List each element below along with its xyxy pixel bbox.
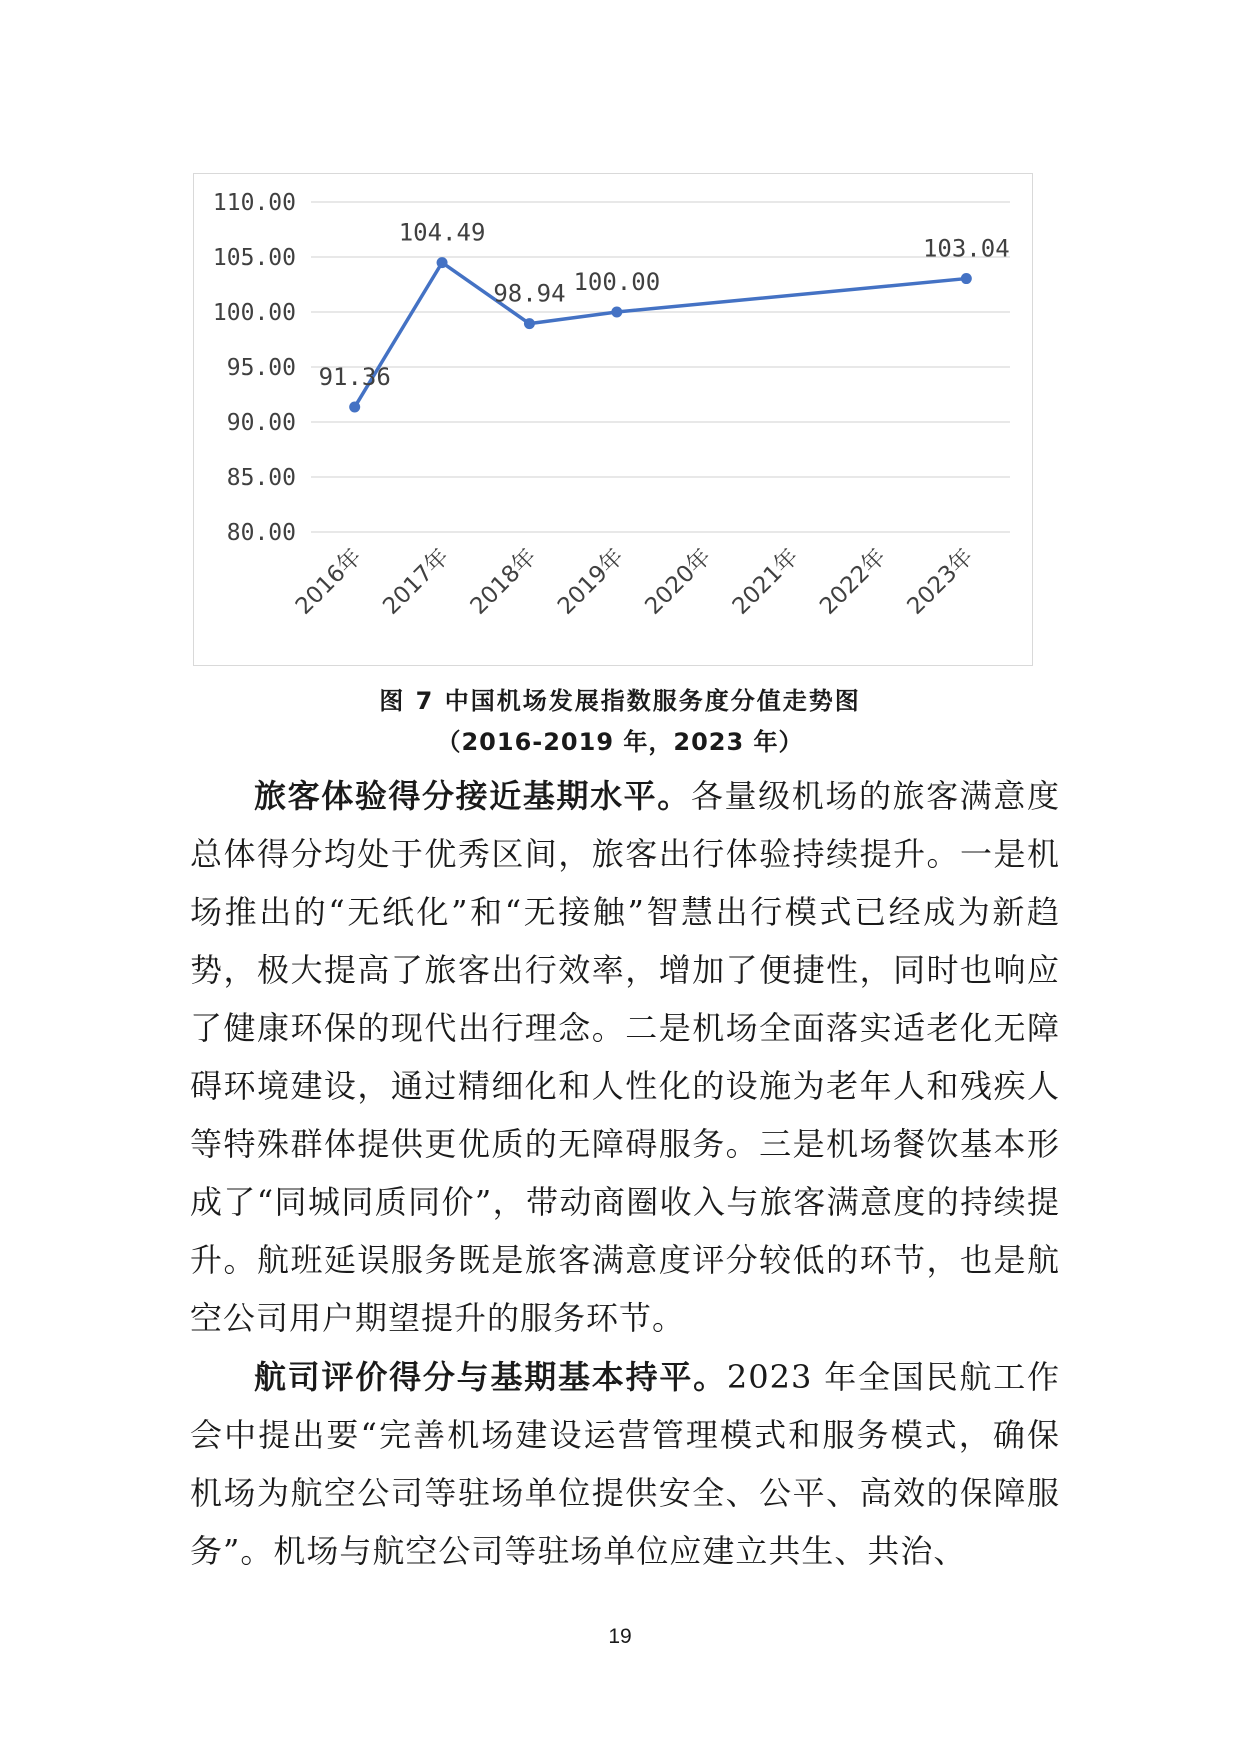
figure-caption-subtitle: （2016-2019 年，2023 年）	[436, 728, 804, 756]
data-point	[349, 402, 360, 413]
y-tick-label: 85.00	[226, 465, 296, 491]
x-tick-label: 2018年	[465, 543, 542, 620]
data-label: 104.49	[398, 218, 486, 247]
y-tick-label: 110.00	[212, 190, 296, 216]
page-number: 19	[608, 1625, 632, 1648]
y-tick-label: 80.00	[226, 520, 296, 546]
x-tick-label: 2022年	[815, 543, 892, 620]
paragraph-passenger-experience	[190, 767, 1060, 1347]
y-tick-label: 95.00	[226, 355, 296, 381]
x-tick-label: 2020年	[640, 543, 717, 620]
data-point	[437, 257, 448, 268]
paragraph-lead: 旅客体验得分接近基期水平。	[254, 777, 691, 815]
figure-caption-title: 图 7 中国机场发展指数服务度分值走势图	[379, 687, 861, 715]
data-point	[611, 307, 622, 318]
data-point	[961, 273, 972, 284]
series-line	[355, 263, 967, 407]
data-label: 103.04	[922, 234, 1010, 263]
x-tick-label: 2016年	[290, 543, 367, 620]
x-tick-label: 2019年	[553, 543, 630, 620]
y-tick-label: 90.00	[226, 410, 296, 436]
x-tick-label: 2017年	[378, 543, 455, 620]
data-label: 98.94	[493, 279, 566, 308]
data-point	[524, 318, 535, 329]
x-tick-label: 2023年	[902, 543, 979, 620]
data-label: 100.00	[573, 268, 661, 296]
x-tick-label: 2021年	[727, 543, 804, 620]
paragraph-lead: 航司评价得分与基期基本持平。	[254, 1358, 727, 1396]
y-tick-label: 100.00	[212, 300, 296, 326]
chart-frame	[193, 173, 1033, 666]
paragraph-body: 2023 年全国民航工作会中提出要“完善机场建设运营管理模式和服务模式，确保机场为航空公司等驻场单位提供安全、公平、高效的保障服务”。机场与航空公司等驻场单位应建立共生、共治、	[190, 1358, 1060, 1570]
y-tick-label: 105.00	[212, 245, 296, 271]
paragraph-airline-evaluation	[190, 1348, 1060, 1580]
line-chart	[194, 174, 1032, 665]
data-label: 91.36	[318, 363, 391, 392]
paragraph-body: 各量级机场的旅客满意度总体得分均处于优秀区间，旅客出行体验持续提升。一是机场推出的“无纸化”和“无接触”智慧出行模式已经成为新趋势，极大提高了旅客出行效率，增加了便捷性，同时也响应了健康环保的现代出行理念。二是机场全面落实适老化无障碍环境建设，通过精细化和人性化的设施为老年人和残疾人等特殊群体提供更优质的无障碍服务。三是机场餐饮基本形成了“同城同质同价”，带动商圈收入与旅客满意度的持续提升。航班延误服务既是旅客满意度评分较低的环节，也是航空公司用户期望提升的服务环节。	[190, 777, 1060, 1337]
